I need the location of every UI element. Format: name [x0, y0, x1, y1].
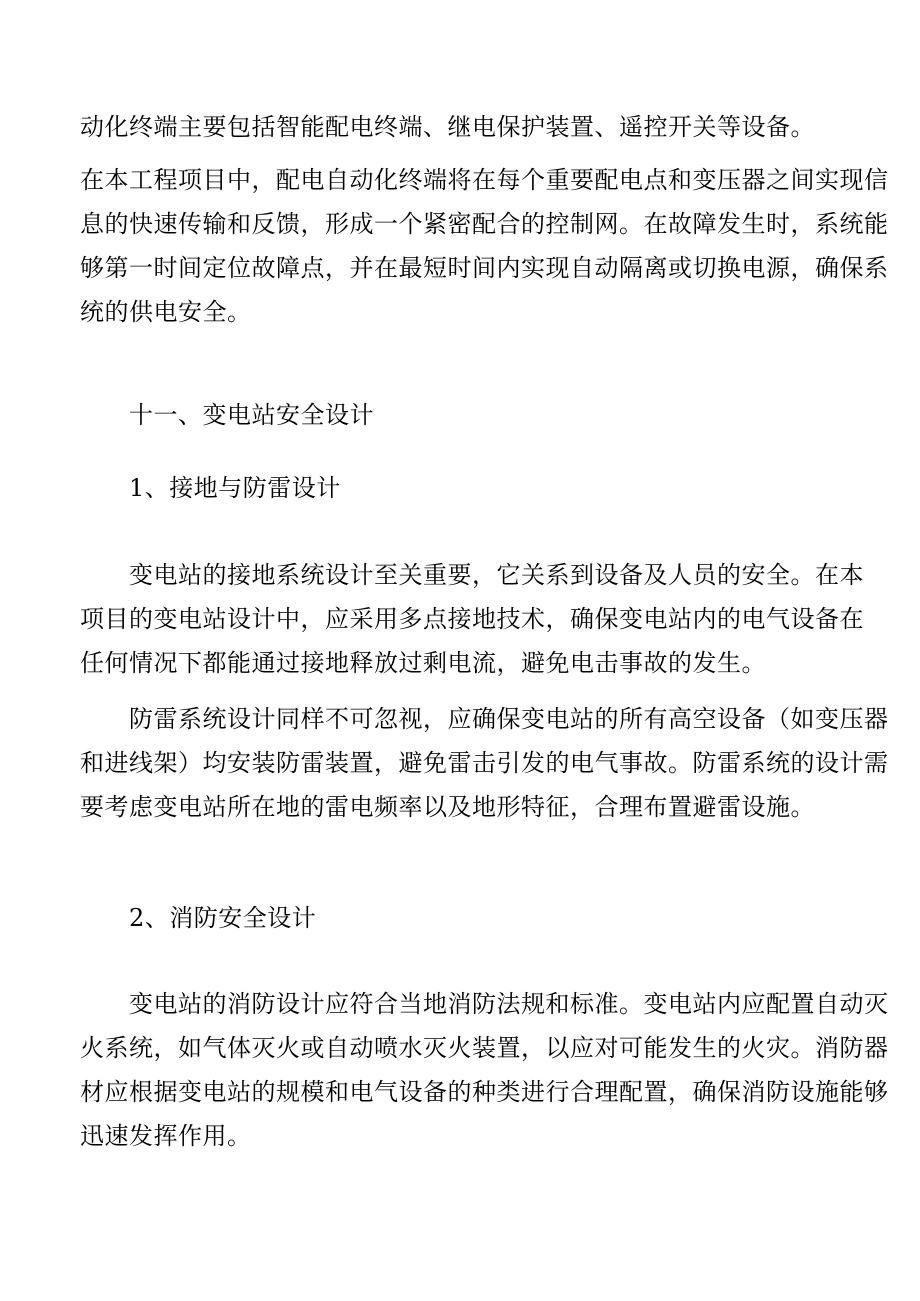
paragraph-distribution-automation: [80, 158, 889, 334]
paragraph-line: 任何情况下都能通过接地释放过剩电流，避免电击事故的发生。: [80, 649, 766, 677]
section-title: 十一、变电站安全设计: [129, 401, 374, 429]
paragraph-line: 材应根据变电站的规模和电气设备的种类进行合理配置，确保消防设施能够: [80, 1078, 889, 1106]
paragraph-line: 够第一时间定位故障点，并在最短时间内实现自动隔离或切换电源，确保系: [80, 254, 889, 282]
subsection-heading-fire: [80, 896, 840, 940]
subsection-heading-grounding: [80, 466, 840, 510]
paragraph-line: 要考虑变电站所在地的雷电频率以及地形特征，合理布置避雷设施。: [80, 793, 815, 821]
subsection-title: 2、消防安全设计: [129, 904, 317, 932]
paragraph-fire-safety: [80, 982, 889, 1158]
intro-paragraph: [80, 105, 840, 149]
paragraph-line: 和进线架）均安装防雷装置，避免雷击引发的电气事故。防雷系统的设计需: [80, 749, 889, 777]
paragraph-line: 息的快速传输和反馈，形成一个紧密配合的控制网。在故障发生时，系统能: [80, 210, 889, 238]
paragraph-lightning: [80, 697, 889, 829]
section-heading: [80, 393, 840, 437]
paragraph-line: 火系统，如气体灭火或自动喷水灭火装置，以应对可能发生的火灾。消防器: [80, 1034, 889, 1062]
subsection-title: 1、接地与防雷设计: [129, 474, 341, 502]
paragraph-line: 在本工程项目中，配电自动化终端将在每个重要配电点和变压器之间实现信: [80, 166, 889, 194]
paragraph-line: 统的供电安全。: [80, 298, 252, 326]
paragraph-line: 迅速发挥作用。: [80, 1122, 252, 1150]
paragraph-grounding: [80, 553, 864, 685]
paragraph-line: 变电站的消防设计应符合当地消防法规和标准。变电站内应配置自动灭: [129, 990, 889, 1018]
paragraph-line: 项目的变电站设计中，应采用多点接地技术，确保变电站内的电气设备在: [80, 605, 864, 633]
paragraph-line: 动化终端主要包括智能配电终端、继电保护装置、遥控开关等设备。: [80, 113, 815, 141]
paragraph-line: 变电站的接地系统设计至关重要，它关系到设备及人员的安全。在本: [129, 561, 864, 589]
paragraph-line: 防雷系统设计同样不可忽视，应确保变电站的所有高空设备（如变压器: [129, 705, 889, 733]
